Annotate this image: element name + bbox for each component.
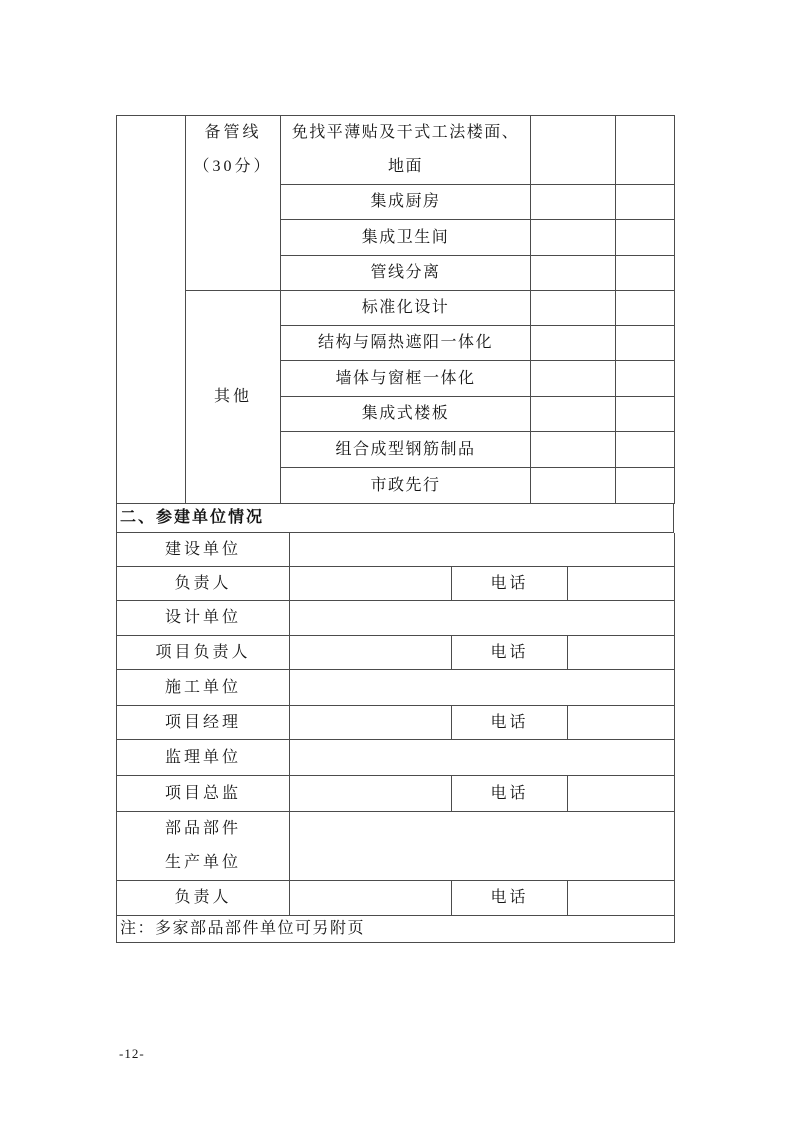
item-label: 标准化设计 <box>281 291 531 326</box>
score-cell[interactable] <box>531 220 616 256</box>
field-value-cell[interactable] <box>290 601 675 636</box>
score-cell[interactable] <box>531 291 616 326</box>
field-value-cell[interactable] <box>290 881 452 916</box>
other-group-label-cell: 其他 <box>186 291 281 504</box>
score-cell[interactable] <box>531 468 616 504</box>
field-value-cell[interactable] <box>290 533 675 567</box>
field-label: 项目经理 <box>117 706 290 740</box>
field-label-line1: 部品部件 <box>164 820 241 837</box>
field-value-cell[interactable] <box>290 776 452 812</box>
field-label: 负责人 <box>117 567 290 601</box>
item-label: 集成式楼板 <box>281 397 531 432</box>
field-value-cell[interactable] <box>290 636 452 670</box>
field-label: 设计单位 <box>117 601 290 636</box>
item-label: 管线分离 <box>281 256 531 291</box>
participants-table <box>116 533 675 943</box>
item-label: 墙体与窗框一体化 <box>281 361 531 397</box>
score-cell[interactable] <box>616 468 675 504</box>
score-cell[interactable] <box>531 185 616 220</box>
field-label: 项目总监 <box>117 776 290 812</box>
score-cell[interactable] <box>531 116 616 185</box>
item-label: 集成厨房 <box>281 185 531 220</box>
field-label: 项目负责人 <box>117 636 290 670</box>
scoring-table <box>116 115 675 504</box>
item-label: 市政先行 <box>281 468 531 504</box>
field-value-cell[interactable] <box>290 740 675 776</box>
table-note: 注：多家部品部件单位可另附页 <box>117 916 675 943</box>
score-cell[interactable] <box>531 432 616 468</box>
phone-value-cell[interactable] <box>568 776 675 812</box>
left-blank-cell <box>117 116 186 504</box>
field-value-cell[interactable] <box>290 706 452 740</box>
phone-label: 电话 <box>452 567 568 601</box>
score-cell[interactable] <box>531 326 616 361</box>
phone-label: 电话 <box>452 636 568 670</box>
phone-label: 电话 <box>452 881 568 916</box>
score-cell[interactable] <box>616 185 675 220</box>
score-cell[interactable] <box>616 291 675 326</box>
assessment-form <box>116 115 674 943</box>
phone-label: 电话 <box>452 706 568 740</box>
item-label <box>281 116 531 185</box>
field-value-cell[interactable] <box>290 567 452 601</box>
score-cell[interactable] <box>531 256 616 291</box>
pipeline-group-label-line2: （30分） <box>193 158 273 175</box>
item-label: 组合成型钢筋制品 <box>281 432 531 468</box>
score-cell[interactable] <box>616 220 675 256</box>
field-label <box>117 812 290 881</box>
field-value-cell[interactable] <box>290 812 675 881</box>
score-cell[interactable] <box>616 361 675 397</box>
phone-value-cell[interactable] <box>568 567 675 601</box>
score-cell[interactable] <box>616 116 675 185</box>
phone-value-cell[interactable] <box>568 706 675 740</box>
phone-label: 电话 <box>452 776 568 812</box>
score-cell[interactable] <box>616 432 675 468</box>
item-label-line1: 免找平薄贴及干式工法楼面、 <box>291 124 520 141</box>
item-label: 结构与隔热遮阳一体化 <box>281 326 531 361</box>
score-cell[interactable] <box>531 361 616 397</box>
item-label-line2: 地面 <box>387 158 423 175</box>
phone-value-cell[interactable] <box>568 881 675 916</box>
score-cell[interactable] <box>616 326 675 361</box>
field-label: 施工单位 <box>117 670 290 706</box>
field-value-cell[interactable] <box>290 670 675 706</box>
field-label: 监理单位 <box>117 740 290 776</box>
field-label: 负责人 <box>117 881 290 916</box>
field-label: 建设单位 <box>117 533 290 567</box>
pipeline-group-label-cell <box>186 116 281 291</box>
item-label: 集成卫生间 <box>281 220 531 256</box>
section-title: 二、参建单位情况 <box>116 504 674 533</box>
score-cell[interactable] <box>531 397 616 432</box>
phone-value-cell[interactable] <box>568 636 675 670</box>
score-cell[interactable] <box>616 397 675 432</box>
page-number: -12- <box>119 1046 145 1061</box>
field-label-line2: 生产单位 <box>164 854 241 871</box>
score-cell[interactable] <box>616 256 675 291</box>
pipeline-group-label-line1: 备管线 <box>204 124 262 141</box>
